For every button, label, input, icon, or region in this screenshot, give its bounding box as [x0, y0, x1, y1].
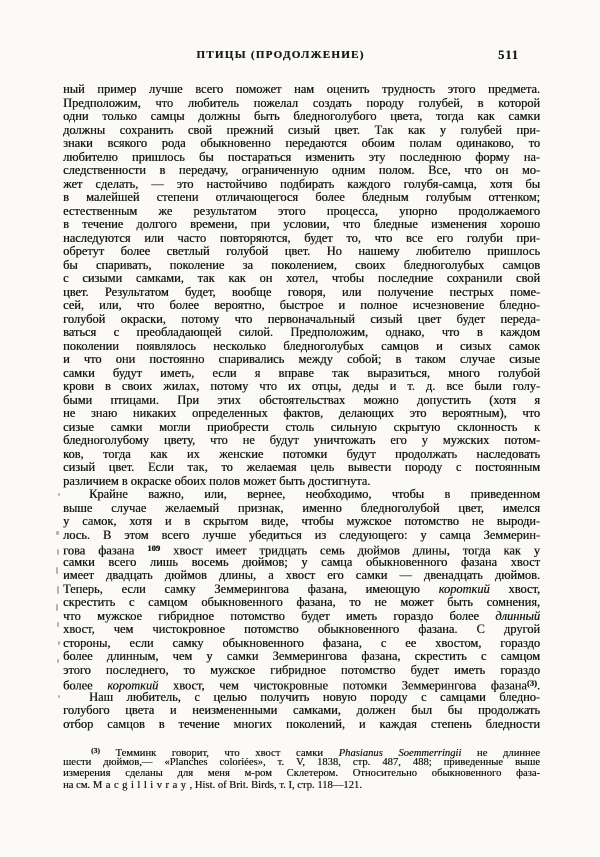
text-line: Крайне важно, или, вернее, необходимо, чтобы в приведенном: [89, 487, 540, 501]
scan-artifact: [58, 695, 60, 698]
text-line: жет сделать, — это настойчиво подбирать каждого голубя-самца, хотя бы: [63, 176, 540, 191]
text-line: цвет. Результатом будет, вообще говоря, или получение пестрых поме-: [63, 284, 540, 299]
text-line: поколении появлялось несколько бледноголубых самцов и сизых самок: [63, 338, 540, 353]
text-line: бы спаривать, поколение за поколением, своих бледноголубых самцов: [63, 257, 540, 272]
text-line: обретут более светлый голубой цвет. Но нашему любителю пришлось: [63, 244, 540, 258]
text-line: отбор самцов в течение многих поколений, и каждая степень бледности: [63, 716, 540, 731]
text-line: быми птицами. При этих обстоятельствах можно допустить (хотя я: [63, 392, 540, 407]
text-line: самки всего лишь восемь дюймов; у самца обыкновенного фазана хвост: [63, 554, 540, 569]
text-line: более короткий хвост, чем чистокровные потомки Земмерингова фазана$^{(3)}$.: [63, 678, 540, 693]
page-header: [63, 49, 540, 65]
text-line: сизый цвет. Если так, то желаемая цель вывести породу с постоянным: [63, 460, 540, 474]
text-line: любителю пришлось бы постараться изменить эту последнюю форму на-: [63, 149, 540, 164]
text-line: что мужское гибридное потомство будет иметь гораздо более длинный: [63, 608, 540, 623]
running-title: ПТИЦЫ (ПРОДОЛЖЕНИЕ): [196, 49, 365, 61]
text-line: следственности в передачу, ограниченную одним полом. Все, что он мо-: [63, 163, 540, 177]
text-line: самки будут иметь, если я вправе так выразиться, много голубой: [63, 365, 540, 380]
text-line: более длинным, чем у самки Земмерингова фазана, скрестить с самцом: [63, 649, 540, 663]
text-line: гова фазана $^{109}$ хвост имеет тридцать семь дюймов длины, тогда как у: [63, 543, 541, 558]
text-line: хвост, чем чистокровное потомство обыкновенного фазана. С другой: [63, 622, 540, 636]
text-line: и что они постоянно спаривались между собой; в таком случае сизые: [63, 352, 540, 366]
text-line: бледноголубому цвету, что не будут уничтожать его у мужских потом-: [63, 433, 540, 447]
text-line: Предположим, что любитель пожелал создать породу голубей, в которой: [63, 95, 540, 110]
text-line: имеет двадцать дюймов длины, а хвост его самки — двенадцать дюймов.: [63, 568, 540, 582]
text-line: различием в окраске обоих полов может быть достигнута.: [63, 473, 371, 488]
text-line: выше случае желаемый признак, именно бледноголубой цвет, имелся: [63, 500, 540, 515]
footnote-line: измерения сделаны для меня м-ром Склетером. Относительно обыкновенного фаза-: [63, 768, 540, 780]
text-line: ков, тогда как их женские потомки будут продолжать наследовать: [63, 446, 540, 461]
scan-artifact: [58, 641, 60, 645]
text-line: голубого цвета и неизмененными самками, должен был бы продолжать: [63, 703, 540, 717]
scan-artifact: [56, 604, 58, 611]
scan-artifact: [58, 493, 60, 496]
text-line: знаки всякого рода обыкновенно передаются обоим полам одинаково, то: [63, 136, 540, 150]
text-line: этого последнего, то мужское гибридное потомство будет иметь гораздо: [63, 662, 540, 677]
footnote-line: $^{(3)}$ Темминк говорит, что хвост самки Phasianus Soemmerringii не длиннее: [91, 746, 540, 759]
text-line: лось. В этом всего лучше убедиться из следующего: у самца Земмерин-: [63, 527, 540, 542]
text-line: ваться с преобладающей силой. Предположим, однако, что в каждом: [63, 325, 540, 339]
body-text: [63, 83, 540, 731]
scan-artifact: [57, 622, 59, 627]
text-line: сей, или, что более вероятно, быстрое и полное исчезновение бледно-: [63, 298, 540, 312]
text-line: наследуются или часто повторяются, будет то, что все его голуби при-: [63, 230, 540, 245]
text-line: в малейшей степени отличающегося более бледным голубым оттенком;: [63, 190, 540, 204]
footnote-line: шести дюймов,— «Planches coloriées», т. V, 1838, стр. 487, 488; приведенные выше: [63, 756, 540, 768]
text-line: Теперь, если самку Земмерингова фазана, имеющую короткий хвост,: [63, 581, 540, 596]
text-line: сизые самки могли приобрести столь сильную скрытую склонность к: [63, 419, 540, 434]
text-line: в течение долгого времени, при условии, что бледные изменения хорошо: [63, 217, 540, 231]
text-line: голубой окраски, потому что первоначальный сизый цвет будет переда-: [63, 311, 540, 326]
scan-artifact: [56, 567, 58, 574]
page-number: 511: [497, 48, 519, 62]
footnote: [63, 745, 540, 791]
scan-artifact: [57, 659, 59, 663]
scan-artifact: [56, 531, 59, 535]
text-line: у самок, хотя и в скрытом виде, чтобы мужское потомство не выроди-: [63, 514, 540, 528]
text-line: скрестить с самцом обыкновенного фазана, то не может быть сомнения,: [63, 595, 540, 609]
text-line: крови в своих жилах, потому что их отцы, деды и т. д. все были голу-: [63, 379, 540, 393]
text-line: стороны, если самку обыкновенного фазана, с ее хвостом, гораздо: [63, 635, 540, 650]
text-line: не знаю никаких определенных фактов, делающих это вероятным), что: [63, 406, 540, 420]
text-line: ный пример лучше всего поможет нам оценить трудность этого предмета.: [63, 82, 540, 96]
text-line: Наш любитель, с целью получить новую породу с самцами бледно-: [89, 689, 540, 704]
text-line: одни только самцы должны быть бледноголубого цвета, тогда как самки: [63, 109, 540, 123]
scan-artifact: [57, 586, 59, 594]
scan-artifact: [57, 549, 59, 555]
text-line: естественным же результатом этого процесса, упорно продолжаемого: [63, 203, 540, 218]
footnote-line: на см. Macgillivray, Hist. of Brit. Birds, т. I, стр. 118—121.: [63, 779, 362, 791]
text-line: должны сохранить свой прежний сизый цвет. Так как у голубей при-: [63, 122, 540, 137]
text-line: с сизыми самками, так как он хотел, чтобы последние сохранили свой: [63, 271, 540, 285]
